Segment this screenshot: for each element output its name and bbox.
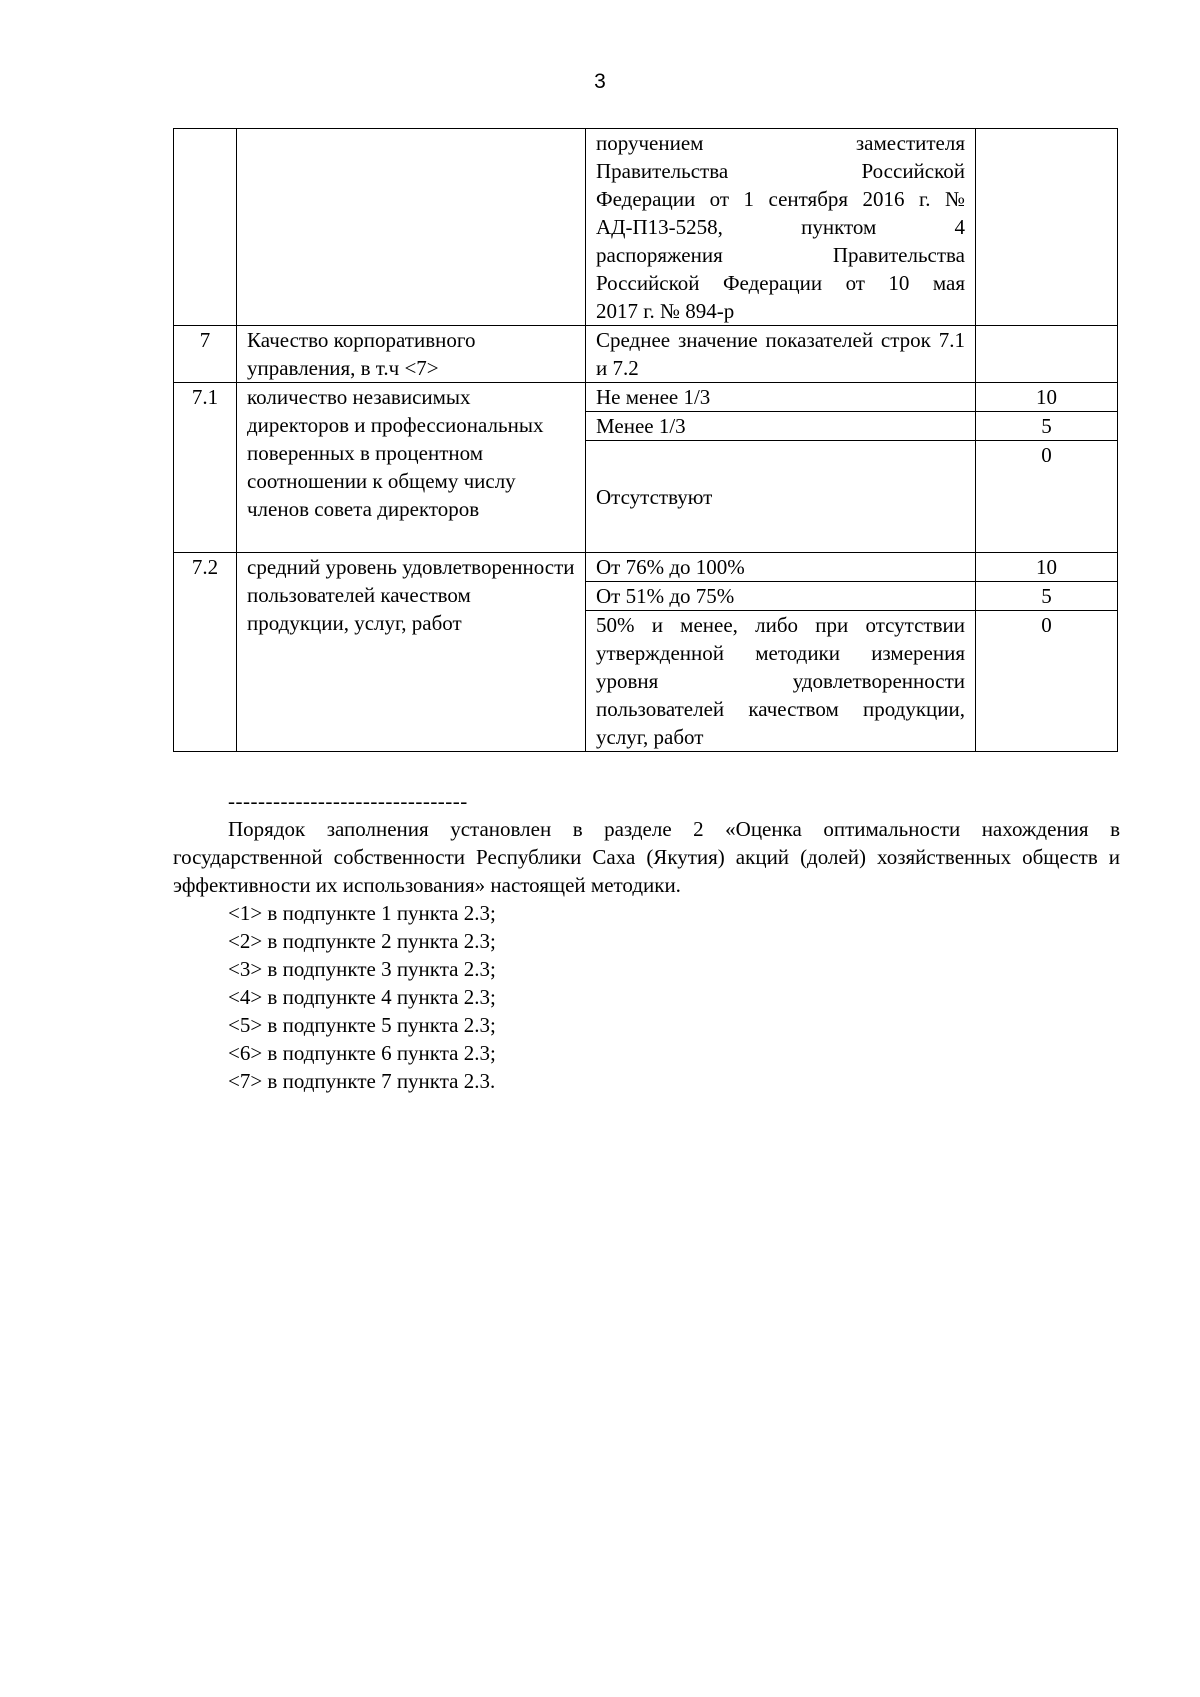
score-cell: 10 (976, 553, 1118, 582)
option-description-cell: 50% и менее, либо при отсутствии утвержденной методики измерения уровня удовлетворенности пользователей качеством продукции, услуг, работ (586, 611, 976, 752)
footnote-intro: Порядок заполнения установлен в разделе 2 «Оценка оптимальности нахождения в государственной собственности Республики Саха (Якутия) акций (долей) хозяйственных обществ и эффективности их использования» настоящей методики. (173, 817, 1120, 897)
description-line: Правительства Российской (596, 159, 965, 183)
criterion-cell: количество независимых директоров и профессиональных поверенных в процентном соотношении к общему числу членов совета директоров (237, 383, 586, 553)
description-line: распоряжения Правительства (596, 243, 965, 267)
evaluation-table (173, 128, 1118, 752)
footnote-item: <2> в подпункте 2 пункта 2.3; (228, 929, 496, 953)
footnote-item: <3> в подпункте 3 пункта 2.3; (228, 957, 496, 981)
row-number-cell (174, 129, 237, 326)
footnote-item: <7> в подпункте 7 пункта 2.3. (228, 1069, 496, 1093)
footnote-item: <1> в подпункте 1 пункта 2.3; (228, 901, 496, 925)
table-row-7-1 (174, 383, 1118, 412)
criterion-cell (237, 129, 586, 326)
description-line: поручением заместителя (596, 131, 965, 155)
criterion-cell: средний уровень удовлетворенности пользователей качеством продукции, услуг, работ (237, 553, 586, 752)
score-cell: 0 (976, 441, 1118, 553)
footnotes (173, 787, 1120, 1095)
footnote-item: <5> в подпункте 5 пункта 2.3; (228, 1013, 496, 1037)
description-cell: Среднее значение показателей строк 7.1 и 7.2 (586, 326, 976, 383)
option-description-cell: Менее 1/3 (586, 412, 976, 441)
score-cell: 5 (976, 412, 1118, 441)
footnote-item: <4> в подпункте 4 пункта 2.3; (228, 985, 496, 1009)
footnote-separator: -------------------------------- (228, 789, 468, 813)
row-number-cell: 7.2 (174, 553, 237, 752)
score-cell (976, 129, 1118, 326)
description-cell (586, 129, 976, 326)
score-cell: 5 (976, 582, 1118, 611)
footnote-item: <6> в подпункте 6 пункта 2.3; (228, 1041, 496, 1065)
table-row-7-2 (174, 553, 1118, 582)
description-line: 2017 г. № 894-р (596, 299, 735, 323)
score-cell: 10 (976, 383, 1118, 412)
score-cell: 0 (976, 611, 1118, 752)
score-cell (976, 326, 1118, 383)
option-description-cell: Отсутствуют (586, 441, 976, 553)
criterion-cell: Качество корпоративного управления, в т.ч <7> (237, 326, 586, 383)
row-number-cell: 7.1 (174, 383, 237, 553)
table-row-continuation (174, 129, 1118, 326)
description-line: АД-П13-5258, пунктом 4 (596, 215, 965, 239)
description-line: Федерации от 1 сентября 2016 г. № (596, 187, 965, 211)
page-number: 3 (594, 70, 606, 93)
description-line: Российской Федерации от 10 мая (596, 271, 965, 295)
option-description-cell: Не менее 1/3 (586, 383, 976, 412)
option-description-cell: От 76% до 100% (586, 553, 976, 582)
row-number-cell: 7 (174, 326, 237, 383)
option-description-cell: От 51% до 75% (586, 582, 976, 611)
table-row-7 (174, 326, 1118, 383)
